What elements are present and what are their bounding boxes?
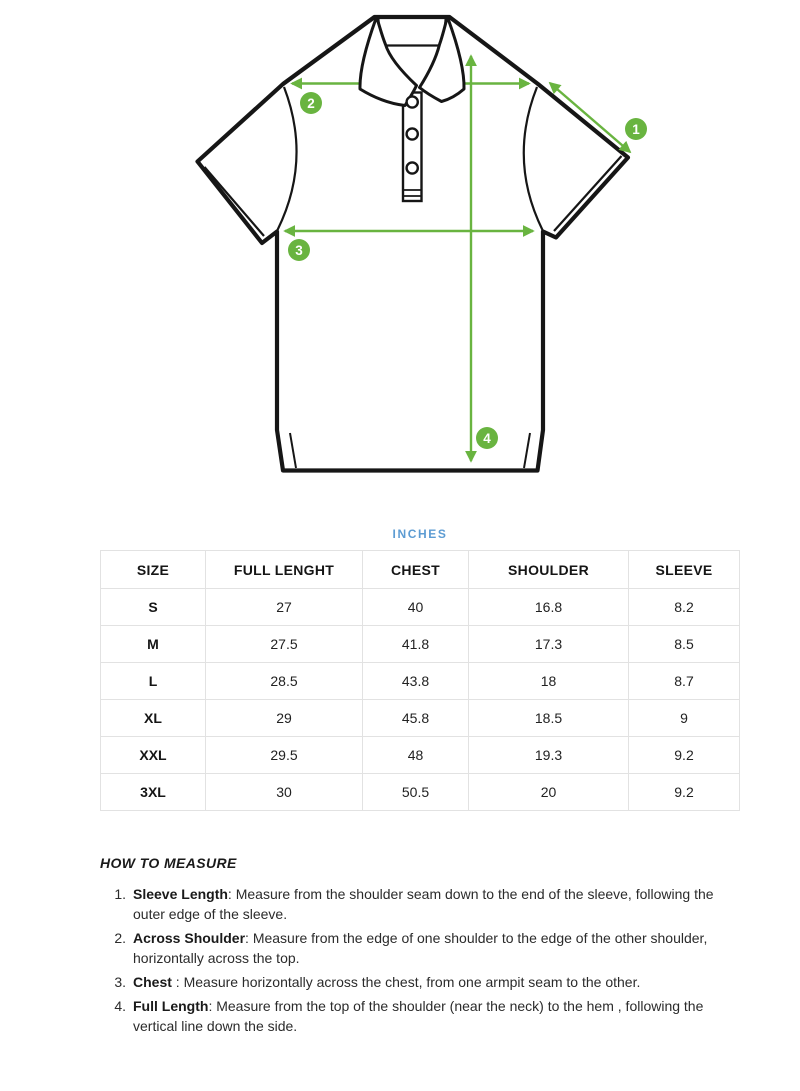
how-to-measure-section	[100, 855, 734, 1040]
col-header-sleeve: SLEEVE	[629, 551, 740, 589]
cell-shoulder: 17.3	[469, 626, 629, 663]
callout-2-number: 2	[307, 95, 315, 111]
callout-1-number: 1	[632, 121, 640, 137]
callout-4-number: 4	[483, 430, 491, 446]
list-item-text: Across Shoulder: Measure from the edge of one shoulder to the edge of the other shoulder, horizontally across the top.	[133, 930, 708, 966]
cell-shoulder: 19.3	[469, 737, 629, 774]
cell-chest: 43.8	[363, 663, 469, 700]
col-header-size: SIZE	[101, 551, 206, 589]
cell-chest: 40	[363, 589, 469, 626]
how-to-measure-list	[100, 884, 734, 1036]
size-table	[100, 550, 740, 811]
how-to-measure-title: HOW TO MEASURE	[100, 855, 237, 871]
list-item-full-length	[100, 996, 734, 1036]
list-item-across-shoulder	[100, 928, 734, 968]
cell-sleeve: 9.2	[629, 737, 740, 774]
cell-size: L	[101, 663, 206, 700]
size-table-header-row	[101, 551, 740, 589]
list-item-number: 2.	[114, 930, 126, 946]
button-2	[407, 128, 418, 139]
table-row-3xl	[101, 774, 740, 811]
cell-size: XL	[101, 700, 206, 737]
cell-full-length: 27.5	[206, 626, 363, 663]
button-1	[407, 96, 418, 107]
table-row-s	[101, 589, 740, 626]
cell-sleeve: 8.7	[629, 663, 740, 700]
table-row-l	[101, 663, 740, 700]
cell-shoulder: 16.8	[469, 589, 629, 626]
list-item-text: Full Length: Measure from the top of the shoulder (near the neck) to the hem , following the vertical line down the side.	[133, 998, 704, 1034]
cell-chest: 50.5	[363, 774, 469, 811]
table-row-m	[101, 626, 740, 663]
col-header-chest: CHEST	[363, 551, 469, 589]
cell-shoulder: 18	[469, 663, 629, 700]
cell-sleeve: 8.5	[629, 626, 740, 663]
col-header-full-length: FULL LENGHT	[206, 551, 363, 589]
button-3	[407, 162, 418, 173]
cell-chest: 41.8	[363, 626, 469, 663]
cell-sleeve: 8.2	[629, 589, 740, 626]
list-item-number: 1.	[114, 886, 126, 902]
cell-size: 3XL	[101, 774, 206, 811]
cell-full-length: 29.5	[206, 737, 363, 774]
cell-size: M	[101, 626, 206, 663]
list-item-sleeve-length	[100, 884, 734, 924]
cell-chest: 48	[363, 737, 469, 774]
table-row-xxl	[101, 737, 740, 774]
cell-full-length: 28.5	[206, 663, 363, 700]
table-row-xl	[101, 700, 740, 737]
cell-full-length: 30	[206, 774, 363, 811]
cell-sleeve: 9.2	[629, 774, 740, 811]
callout-3-number: 3	[295, 242, 303, 258]
units-label: INCHES	[392, 527, 448, 541]
polo-shirt-diagram	[0, 0, 800, 505]
col-header-shoulder: SHOULDER	[469, 551, 629, 589]
polo-shirt-svg	[0, 0, 800, 505]
cell-sleeve: 9	[629, 700, 740, 737]
cell-shoulder: 20	[469, 774, 629, 811]
cell-size: XXL	[101, 737, 206, 774]
cell-full-length: 29	[206, 700, 363, 737]
cell-shoulder: 18.5	[469, 700, 629, 737]
list-item-text: Chest : Measure horizontally across the chest, from one armpit seam to the other.	[133, 974, 641, 990]
cell-chest: 45.8	[363, 700, 469, 737]
list-item-text: Sleeve Length: Measure from the shoulder seam down to the end of the sleeve, following the outer edge of the sleeve.	[133, 886, 714, 922]
list-item-number: 4.	[114, 998, 126, 1014]
list-item-number: 3.	[114, 974, 126, 990]
cell-full-length: 27	[206, 589, 363, 626]
cell-size: S	[101, 589, 206, 626]
list-item-chest	[100, 972, 734, 992]
